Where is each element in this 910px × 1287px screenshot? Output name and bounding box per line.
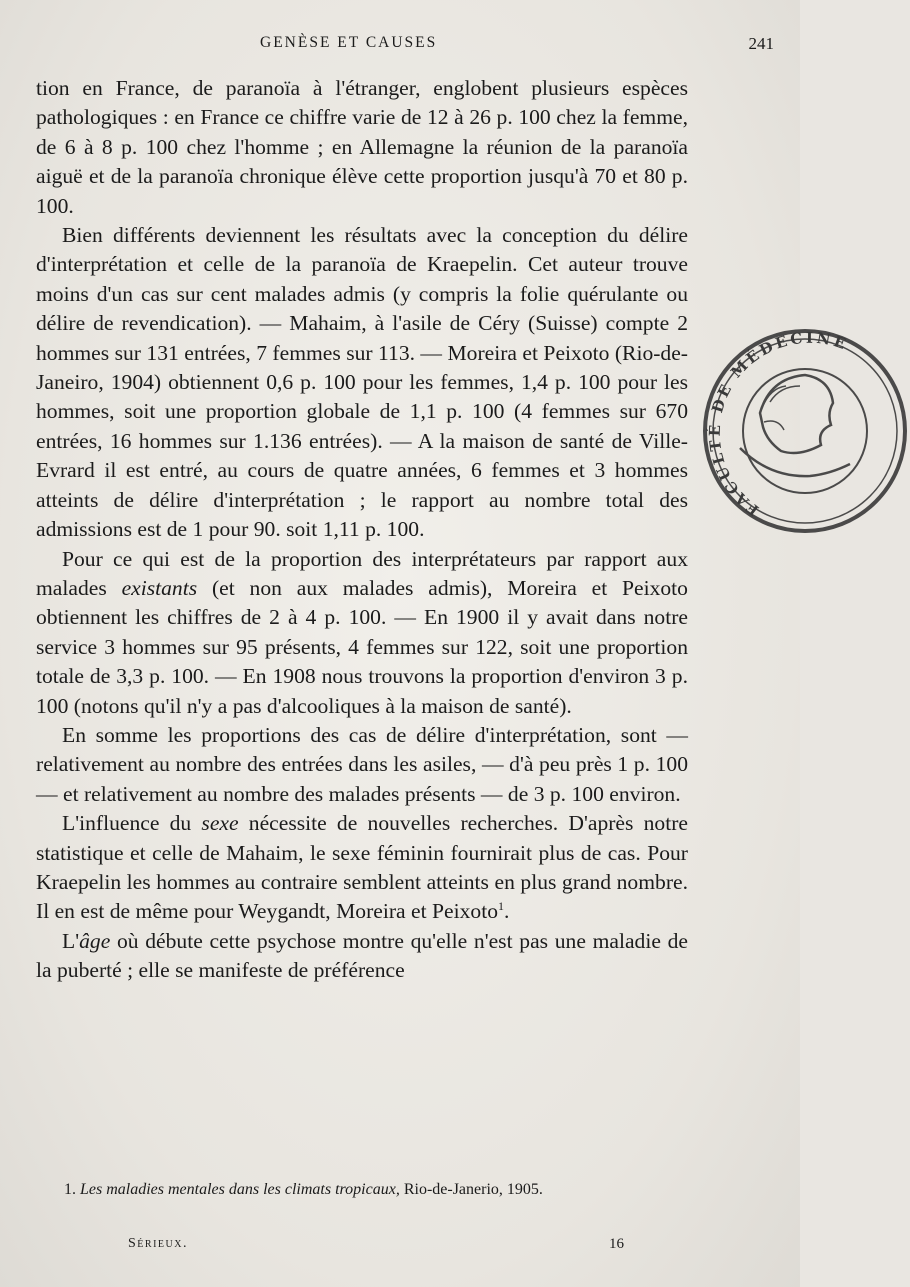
paragraph-6-after: où débute cette psychose montre qu'elle n'est pas une maladie de la puberté ; elle se manifeste de préférence — [36, 928, 688, 983]
footnote-marker: 1 — [498, 899, 504, 914]
signature-sheet-number: 16 — [609, 1236, 624, 1252]
emphasis-age: âge — [79, 928, 111, 953]
paragraph-6 — [36, 927, 688, 986]
signature-author: Sérieux. — [128, 1236, 188, 1251]
footnote-title: Les maladies mentales dans les climats tropicaux, — [80, 1181, 400, 1198]
emphasis-sexe: sexe — [201, 811, 239, 836]
paragraph-5 — [36, 809, 688, 927]
paragraph-2: Bien différents deviennent les résultats avec la conception du délire d'interprétation et celle de la paranoïa de Kraepelin. Cet auteur trouve moins d'un cas sur cent malades admis (y compris la folie quérulante ou délire de revendication). — Mahaim, à l'asile de Céry (Suisse) compte 2 hommes sur 131 entrées, 7 femmes sur 113. — Moreira et Peixoto (Rio-de-Janeiro, 1904) obtiennent 0,6 p. 100 pour les femmes, 1,4 p. 100 pour les hommes, soit une proportion globale de 1,1 p. 100 (4 femmes sur 670 entrées, 16 hommes sur 1.136 entrées). — A la maison de santé de Ville-Evrard il est entré, au cours de quatre années, 6 femmes et 3 hommes atteints de délire d'interprétation ; le rapport au nombre total des admissions est de 1 pour 90. soit 1,11 p. 100. — [36, 223, 688, 542]
paragraph-6-before: L' — [62, 928, 80, 953]
footnote-number: 1. — [64, 1181, 76, 1198]
emphasis-existants: existants — [121, 575, 198, 600]
signature-line — [128, 1236, 624, 1256]
running-title: GENÈSE ET CAUSES — [260, 34, 438, 51]
library-stamp-icon — [700, 318, 910, 544]
paragraph-3-before: Pour ce qui est de la proportion des interprétateurs par rapport aux malades — [36, 546, 688, 600]
paragraph-1: tion en France, de paranoïa à l'étranger, englobent plusieurs espèces pathologiques : en France ce chiffre varie de 12 à 26 p. 100 chez la femme, de 6 à 8 p. 100 chez l'homme ; en Allemagne la réunion de la paranoïa aiguë et de la paranoïa chronique élève cette proportion jusqu'à 70 et 80 p. 100. — [36, 76, 688, 218]
body-text — [36, 74, 688, 986]
footnote — [44, 1180, 694, 1200]
paragraph-3 — [36, 545, 688, 721]
paragraph-5-before: L'influence du — [62, 811, 202, 836]
stamp-legend: FACULTÉ DE MÉDECINE — [705, 328, 851, 520]
paragraph-3-after: (et non aux malades admis), Moreira et Peixoto obtiennent les chiffres de 2 à 4 p. 100. — En 1900 il y avait dans notre service 3 hommes sur 95 présents, 4 femmes sur 122, soit une proportion totale de 3,3 p. 100. — En 1908 nous trouvons la proportion d'environ 3 p. 100 (notons qu'il n'y a pas d'alcooliques à la maison de santé). — [36, 575, 688, 718]
paragraph-4: En somme les proportions des cas de délire d'interprétation, sont — relativement au nombre des entrées dans les asiles, — d'à peu près 1 p. 100 — et relativement au nombre des malades présents — de 3 p. 100 environ. — [36, 722, 688, 806]
paragraph-5-end: . — [504, 899, 510, 924]
footnote-rest: Rio-de-Janerio, 1905. — [399, 1181, 543, 1198]
page-number: 241 — [748, 34, 774, 53]
running-header — [36, 34, 774, 58]
paragraph-5-after: nécessite de nouvelles recherches. D'après notre statistique et celle de Mahaim, le sexe féminin fournirait plus de cas. Pour Kraepelin les hommes au contraire semblent atteints en plus grand nombre. Il en est de même pour Weygandt, Moreira et Peixoto — [36, 811, 688, 924]
